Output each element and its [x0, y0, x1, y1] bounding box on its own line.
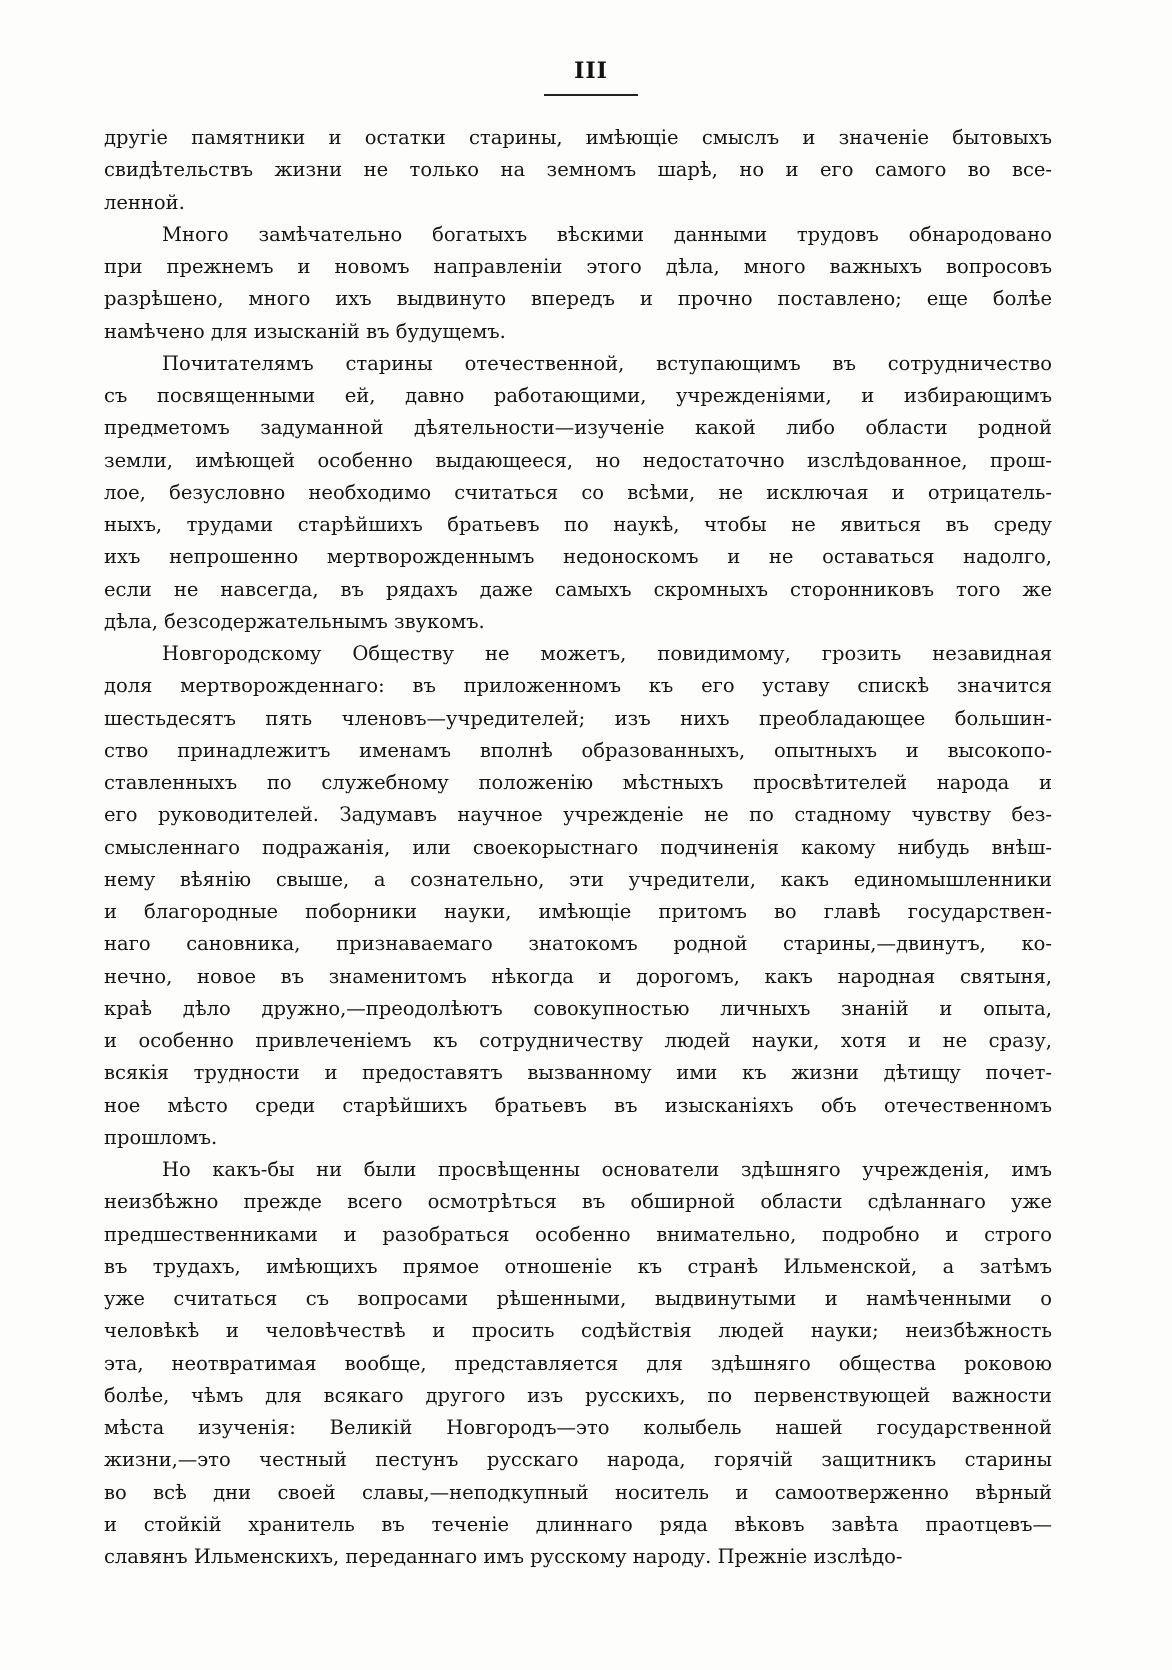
text-line: земли, имѣющей особенно выдающееся, но недостаточно изслѣдованное, прош- [104, 448, 1052, 472]
text-line: и особенно привлеченіемъ къ сотрудничеству людей науки, хотя и не сразу, [104, 1029, 1052, 1052]
text-line: Почитателямъ старины отечественной, вступающимъ въ сотрудничество [162, 351, 1052, 375]
text-line: и стойкій хранитель въ теченіе длиннаго ряда вѣковъ завѣта праотцевъ— [104, 1512, 1052, 1536]
text-line: Новгородскому Обществу не можетъ, повидимому, грозить незавидная [162, 642, 1052, 665]
text-line: мѣста изученія: Великій Новгородъ—это колыбель нашей государственной [104, 1416, 1052, 1439]
text-line: неизбѣжно прежде всего осмотрѣться въ обширной области сдѣланнаго уже [104, 1190, 1052, 1214]
text-line: съ посвященными ей, давно работающими, учрежденіями, и избирающимъ [104, 384, 1052, 407]
text-line: намѣчено для изысканій въ будущемъ. [104, 319, 506, 343]
text-line: наго сановника, признаваемаго знатокомъ родной старины,—двинутъ, ко- [104, 932, 1052, 956]
page-number: III [574, 58, 608, 84]
text-line: болѣе, чѣмъ для всякаго другого изъ русскихъ, по первенствующей важности [104, 1383, 1052, 1407]
text-line: ставленныхъ по служебному положенію мѣстныхъ просвѣтителей народа и [104, 771, 1052, 794]
text-line: во всѣ дни своей славы,—неподкупный носитель и самоотверженно вѣрный [104, 1480, 1052, 1504]
text-line: всякія трудности и предоставятъ вызванному ими къ жизни дѣтищу почет- [104, 1061, 1052, 1085]
paragraph [104, 638, 1052, 1154]
text-line: жизни,—это честный пестунъ русскаго народа, горячій защитникъ старины [104, 1448, 1052, 1472]
text-line: при прежнемъ и новомъ направленіи этого дѣла, много важныхъ вопросовъ [104, 255, 1052, 278]
text-line: Много замѣчательно богатыхъ вѣскими данными трудовъ обнародовано [162, 222, 1052, 246]
paragraph [104, 122, 1052, 219]
text-line: краѣ дѣло дружно,—преодолѣютъ совокупностью личныхъ знаній и опыта, [104, 996, 1052, 1020]
text-line: предметомъ задуманной дѣятельности—изученіе какой либо области родной [104, 416, 1052, 440]
text-line: другіе памятники и остатки старины, имѣющіе смыслъ и значеніе бытовыхъ [104, 126, 1052, 149]
paragraph [104, 1154, 1052, 1573]
text-line: смысленнаго подражанія, или своекорыстнаго подчиненія какому нибудь внѣш- [104, 835, 1052, 859]
text-line: и благородные поборники науки, имѣющіе притомъ во главѣ государствен- [104, 900, 1052, 923]
body-text [104, 122, 1052, 1573]
text-line: доля мертворожденнаго: въ приложенномъ къ его уставу спискѣ значится [104, 674, 1052, 698]
paragraph [104, 348, 1052, 638]
text-line: человѣкѣ и человѣчествѣ и просить содѣйствія людей науки; неизбѣжность [104, 1319, 1052, 1343]
text-line: если не навсегда, въ рядахъ даже самыхъ скромныхъ сторонниковъ того же [104, 577, 1052, 601]
header-rule [544, 94, 638, 96]
text-line: эта, неотвратимая вообще, представляется для здѣшняго общества роковою [104, 1351, 1052, 1375]
text-line: нему вѣянію свыше, а сознательно, эти учредители, какъ единомышленники [104, 867, 1052, 891]
text-line: нечно, новое въ знаменитомъ нѣкогда и дорогомъ, какъ народная святыня, [104, 964, 1052, 988]
paragraph [104, 219, 1052, 348]
text-line: ство принадлежитъ именамъ вполнѣ образованныхъ, опытныхъ и высокопо- [104, 738, 1052, 762]
text-line: Но какъ-бы ни были просвѣщенны основатели здѣшняго учрежденія, имъ [162, 1158, 1052, 1181]
text-line: лое, безусловно необходимо считаться со всѣми, не исключая и отрицатель- [104, 480, 1052, 504]
text-line: уже считаться съ вопросами рѣшенными, выдвинутыми и намѣченными о [104, 1287, 1052, 1310]
text-line: разрѣшено, много ихъ выдвинуто впередъ и прочно поставлено; еще болѣе [104, 287, 1052, 311]
text-line: предшественниками и разобраться особенно внимательно, подробно и строго [104, 1222, 1052, 1246]
text-line: ныхъ, трудами старѣйшихъ братьевъ по наукѣ, чтобы не явиться въ среду [104, 513, 1052, 536]
text-line: дѣла, безсодержательнымъ звукомъ. [104, 609, 485, 633]
text-line: прошломъ. [104, 1125, 218, 1149]
text-line: въ трудахъ, имѣющихъ прямое отношеніе къ странѣ Ильменской, а затѣмъ [104, 1254, 1052, 1278]
text-line: его руководителей. Задумавъ научное учрежденіе не по стадному чувству без- [104, 803, 1052, 827]
text-line: ленной. [104, 190, 185, 214]
text-line: славянъ Ильменскихъ, переданнаго имъ русскому народу. Прежніе изслѣдо- [104, 1545, 903, 1568]
text-line: шестьдесятъ пять членовъ—учредителей; изъ нихъ преобладающее большин- [104, 706, 1052, 730]
text-line: ихъ непрошенно мертворожденнымъ недоноскомъ и не оставаться надолго, [104, 545, 1052, 569]
text-line: свидѣтельствъ жизни не только на земномъ шарѣ, но и его самого во все- [104, 158, 1052, 182]
text-line: ное мѣсто среди старѣйшихъ братьевъ въ изысканіяхъ объ отечественномъ [104, 1093, 1052, 1117]
